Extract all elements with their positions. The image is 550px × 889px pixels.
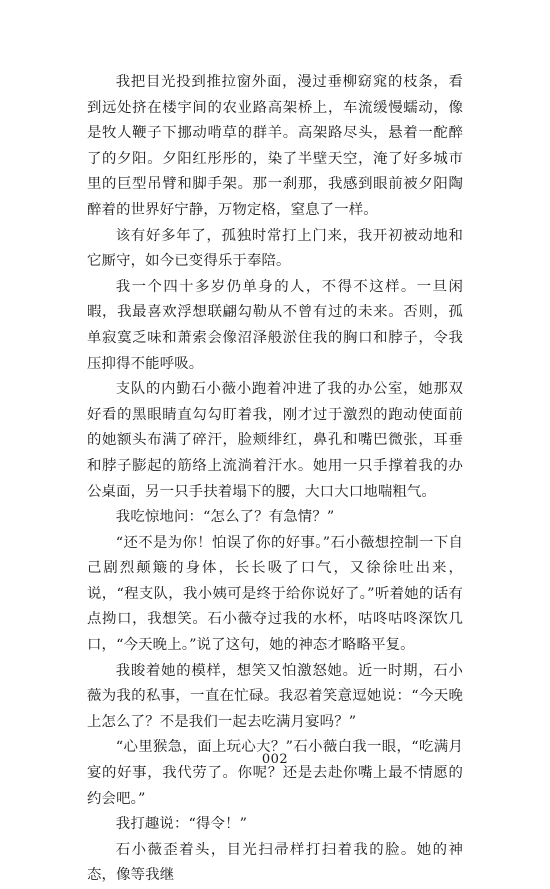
paragraph: “心里猴急，面上玩心大？”石小薇白我一眼，“吃满月宴的好事，我代劳了。你呢？还是去赴你嘴上最不情愿的约会吧。” [87,739,463,807]
paragraph: 我打趣说：“得令！” [115,816,248,833]
paragraph: 石小薇歪着头，目光扫帚样打扫着我的脸。她的神态，像等我继 [87,841,463,884]
paragraph: 我吃惊地问：“怎么了？有急情？” [115,509,335,526]
page-number: 002 [261,752,289,767]
paragraph: 支队的内勤石小薇小跑着冲进了我的办公室，她那双好看的黑眼睛直勾勾盯着我，刚才过于激烈的跑动使面前的她额头布满了碎汗，脸颊绯红，鼻孔和嘴巴微张，耳垂和脖子膨起的筋络上流淌着汗水。她用一只手撑着我的办公桌面，另一只手扶着塌下的腰，大口大口地喘粗气。 [87,381,463,500]
paragraph: 我把目光投到推拉窗外面，漫过垂柳窈窕的枝条，看到远处挤在楼宇间的农业路高架桥上，车流缓慢蠕动，像是牧人鞭子下挪动啃草的群羊。高架路尽头，悬着一酡醉了的夕阳。夕阳红彤彤的，染了半壁天空，淹了好多城市里的巨型吊臂和脚手架。那一刹那，我感到眼前被夕阳陶醉着的世界好宁静，万物定格，窒息了一样。 [87,74,463,218]
paragraph: 我一个四十多岁仍单身的人，不得不这样。一旦闲暇，我最喜欢浮想联翩勾勒从不曾有过的未来。否则，孤单寂寞乏味和萧索会像沼泽般淤住我的胸口和脖子，令我压抑得不能呼吸。 [87,278,463,372]
paragraph: “还不是为你！怕误了你的好事。”石小薇想控制一下自己剧烈颠簸的身体，长长吸了口气，又徐徐吐出来，说，“程支队，我小姨可是终于给你说好了。”听着她的话有点拗口，我想笑。石小薇夺过我的水杯，咕咚咕咚深饮几口，“今天晚上。”说了这句，她的神态才略略平复。 [87,534,463,654]
paragraph: 该有好多年了，孤独时常打上门来，我开初被动地和它厮守，如今已变得乐于奉陪。 [87,227,463,270]
paragraph: 我睃着她的模样，想笑又怕激怒她。近一时期，石小薇为我的私事，一直在忙碌。我忍着笑意逗她说：“今天晚上怎么了？不是我们一起去吃满月宴吗？” [87,662,463,730]
